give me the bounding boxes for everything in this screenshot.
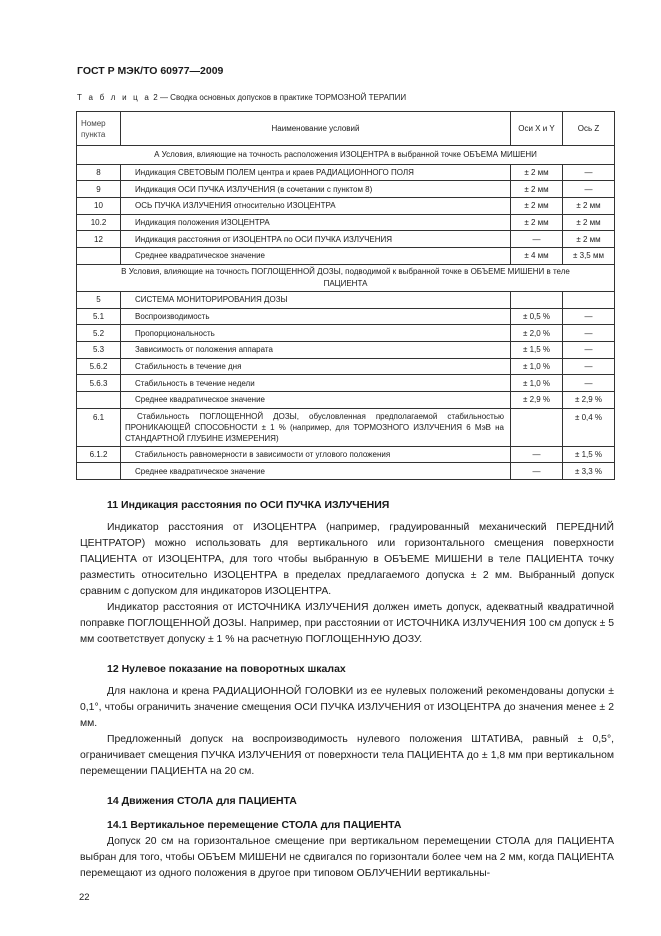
condition-name-cell: Воспроизводимость [121, 308, 511, 325]
section-11-heading: 11 Индикация расстояния по ОСИ ПУЧКА ИЗЛУЧЕНИЯ [107, 499, 390, 511]
condition-name-cell: Индикация СВЕТОВЫМ ПОЛЕМ центра и краев РАДИАЦИОННОГО ПОЛЯ [121, 164, 511, 181]
tolerance-z-cell: ± 2,9 % [563, 391, 615, 408]
section-14-1-body [80, 834, 614, 882]
column-header-name: Наименование условий [121, 112, 511, 146]
tolerance-z-cell: ± 0,4 % [563, 408, 615, 446]
table-caption-label: Т а б л и ц а [77, 93, 152, 102]
page-number: 22 [79, 892, 90, 903]
table-row [77, 308, 615, 325]
table-row [77, 214, 615, 231]
table-row [77, 198, 615, 215]
table-caption [77, 92, 615, 103]
table-row [77, 164, 615, 181]
section-title-cell: В Условия, влияющие на точность ПОГЛОЩЕННОЙ ДОЗЫ, подводимой к выбранной точке в ОБЪЕМЕ МИШЕНИ в теле ПАЦИЕНТА [77, 264, 615, 291]
condition-name-cell: Среднее квадратическое значение [121, 463, 511, 480]
condition-name-cell: ОСЬ ПУЧКА ИЗЛУЧЕНИЯ относительно ИЗОЦЕНТРА [121, 198, 511, 215]
tolerance-z-cell: ± 2 мм [563, 198, 615, 215]
tolerance-z-cell: ± 2 мм [563, 231, 615, 248]
paragraph: Предложенный допуск на воспроизводимость нулевого положения ШТАТИВА, равный ± 0,5°, ограничивает смещения ПУЧКА ИЗЛУЧЕНИЯ от поверхности тела ПАЦИЕНТА до ± 1,8 мм при вертикальном перемещении ПАЦИЕНТА на 20 см. [80, 734, 614, 777]
tolerance-xy-cell: — [511, 463, 563, 480]
condition-name-cell: Индикация расстояния от ИЗОЦЕНТРА по ОСИ ПУЧКА ИЗЛУЧЕНИЯ [121, 231, 511, 248]
table-row [77, 341, 615, 358]
item-number-cell: 8 [77, 164, 121, 181]
table-row [77, 291, 615, 308]
tolerance-z-cell: ± 3,5 мм [563, 248, 615, 265]
condition-name-cell: Стабильность в течение дня [121, 358, 511, 375]
table-row [77, 446, 615, 463]
section-12-heading: 12 Нулевое показание на поворотных шкалах [107, 663, 346, 675]
tolerance-xy-cell: ± 4 мм [511, 248, 563, 265]
condition-name-cell: Пропорциональность [121, 325, 511, 342]
column-header-z: Ось Z [563, 112, 615, 146]
item-number-cell: 5.1 [77, 308, 121, 325]
tolerance-z-cell: — [563, 164, 615, 181]
tolerance-z-cell: — [563, 341, 615, 358]
condition-name-cell: Индикация ОСИ ПУЧКА ИЗЛУЧЕНИЯ (в сочетании с пунктом 8) [121, 181, 511, 198]
table-row [77, 325, 615, 342]
condition-name-cell: Индикация положения ИЗОЦЕНТРА [121, 214, 511, 231]
tolerance-z-cell: ± 3,3 % [563, 463, 615, 480]
column-header-xy: Оси X и Y [511, 112, 563, 146]
tolerance-z-cell: ± 2 мм [563, 214, 615, 231]
tolerance-xy-cell: ± 2 мм [511, 214, 563, 231]
section-title-cell: А Условия, влияющие на точность расположения ИЗОЦЕНТРА в выбранной точке ОБЪЕМА МИШЕНИ [77, 146, 615, 165]
item-number-cell: 5.2 [77, 325, 121, 342]
document-title: ГОСТ Р МЭК/ТО 60977—2009 [77, 65, 224, 77]
table-header-row [77, 112, 615, 146]
table-row [77, 248, 615, 265]
condition-name-cell: СИСТЕМА МОНИТОРИРОВАНИЯ ДОЗЫ [121, 291, 511, 308]
tolerance-z-cell [563, 291, 615, 308]
tolerance-xy-cell: ± 1,5 % [511, 341, 563, 358]
item-number-cell: 12 [77, 231, 121, 248]
tolerance-z-cell: — [563, 181, 615, 198]
tolerances-table [76, 111, 615, 480]
condition-name-cell: Стабильность равномерности в зависимости от углового положения [121, 446, 511, 463]
section-12-body [80, 684, 614, 780]
condition-name-cell: Среднее квадратическое значение [121, 391, 511, 408]
paragraph: Индикатор расстояния от ИСТОЧНИКА ИЗЛУЧЕНИЯ должен иметь допуск, адекватный квадратичной поправке ПОГЛОЩЕННОЙ ДОЗЫ. Например, при расстоянии от ИСТОЧНИКА ИЗЛУЧЕНИЯ 100 см допуск ± 5 мм соответствует допуску ± 1 % на расчетную ПОГЛОЩЕННУЮ ДОЗУ. [80, 602, 614, 645]
item-number-cell: 6.1.2 [77, 446, 121, 463]
table-row [77, 358, 615, 375]
table-row [77, 231, 615, 248]
table-caption-text: 2 — Сводка основных допусков в практике ТОРМОЗНОЙ ТЕРАПИИ [153, 93, 407, 102]
tolerance-xy-cell: ± 2 мм [511, 181, 563, 198]
item-number-cell: 5.6.3 [77, 375, 121, 392]
column-header-number: Номер пункта [77, 112, 121, 146]
condition-name-cell: Стабильность в течение недели [121, 375, 511, 392]
table-row [77, 408, 615, 446]
paragraph: Индикатор расстояния от ИЗОЦЕНТРА (например, градуированный механический ПЕРЕДНИЙ ЦЕНТРАТОР) можно использовать для вертикального или горизонтального смещения поверхности ПАЦИЕНТА от ИЗОЦЕНТРА, для того чтобы выбранную в ОБЪЕМЕ МИШЕНИ в теле ПАЦИЕНТА точку разместить относительно ИЗОЦЕНТРА в пределах предлагаемого допуска ± 2 мм. Выбранный допуск сравним с допуском для индикаторов ИЗОЦЕНТРА. [80, 522, 614, 597]
tolerance-z-cell: — [563, 358, 615, 375]
section-14-1-heading: 14.1 Вертикальное перемещение СТОЛА для ПАЦИЕНТА [107, 819, 402, 831]
tolerance-xy-cell: ± 0,5 % [511, 308, 563, 325]
table-row [77, 181, 615, 198]
item-number-cell: 10 [77, 198, 121, 215]
tolerance-z-cell: ± 1,5 % [563, 446, 615, 463]
condition-name-cell: Среднее квадратическое значение [121, 248, 511, 265]
table-row [77, 463, 615, 480]
table-section-row [77, 264, 615, 291]
condition-name-cell: Зависимость от положения аппарата [121, 341, 511, 358]
tolerance-xy-cell [511, 408, 563, 446]
tolerance-xy-cell [511, 291, 563, 308]
section-14-heading: 14 Движения СТОЛА для ПАЦИЕНТА [107, 795, 297, 807]
tolerance-z-cell: — [563, 308, 615, 325]
tolerance-xy-cell: ± 2,9 % [511, 391, 563, 408]
item-number-cell: 5.6.2 [77, 358, 121, 375]
tolerance-xy-cell: ± 2 мм [511, 198, 563, 215]
tolerance-xy-cell: ± 2 мм [511, 164, 563, 181]
table-section-row [77, 146, 615, 165]
item-number-cell: 9 [77, 181, 121, 198]
paragraph: Для наклона и крена РАДИАЦИОННОЙ ГОЛОВКИ из ее нулевых положений рекомендованы допуски ± 0,1°, чтобы ограничить значение смещения ОСИ ПУЧКА ИЗЛУЧЕНИЯ от ИЗОЦЕНТРА до значения менее ± 2 мм. [80, 686, 614, 729]
item-number-cell: 5 [77, 291, 121, 308]
item-number-cell: 5.3 [77, 341, 121, 358]
tolerance-xy-cell: ± 2,0 % [511, 325, 563, 342]
item-number-cell: 10.2 [77, 214, 121, 231]
tolerance-z-cell: — [563, 375, 615, 392]
tolerance-z-cell: — [563, 325, 615, 342]
tolerance-xy-cell: — [511, 231, 563, 248]
item-number-cell: 6.1 [77, 408, 121, 446]
paragraph: Допуск 20 см на горизонтальное смещение при вертикальном перемещении СТОЛА для ПАЦИЕНТА выбран для того, чтобы ОБЪЕМ МИШЕНИ не сдвигался по горизонтали более чем на 2 мм, когда ПАЦИЕНТА перемещают из одного положения в другое при типовом ОБЛУЧЕНИИ вертикальны- [80, 836, 614, 879]
table-body [77, 146, 615, 480]
tolerance-xy-cell: ± 1,0 % [511, 358, 563, 375]
item-number-cell [77, 391, 121, 408]
table-row [77, 375, 615, 392]
item-number-cell [77, 248, 121, 265]
condition-name-cell: Стабильность ПОГЛОЩЕННОЙ ДОЗЫ, обусловленная предполагаемой стабильностью ПРОНИКАЮЩЕЙ СПОСОБНОСТИ ± 1 % (например, для ТОРМОЗНОГО ИЗЛУЧЕНИЯ 6 МэВ на СТАНДАРТНОЙ ГЛУБИНЕ ИЗМЕРЕНИЯ) [121, 408, 511, 446]
section-11-body [80, 520, 614, 648]
tolerance-xy-cell: ± 1,0 % [511, 375, 563, 392]
table-row [77, 391, 615, 408]
tolerance-xy-cell: — [511, 446, 563, 463]
item-number-cell [77, 463, 121, 480]
